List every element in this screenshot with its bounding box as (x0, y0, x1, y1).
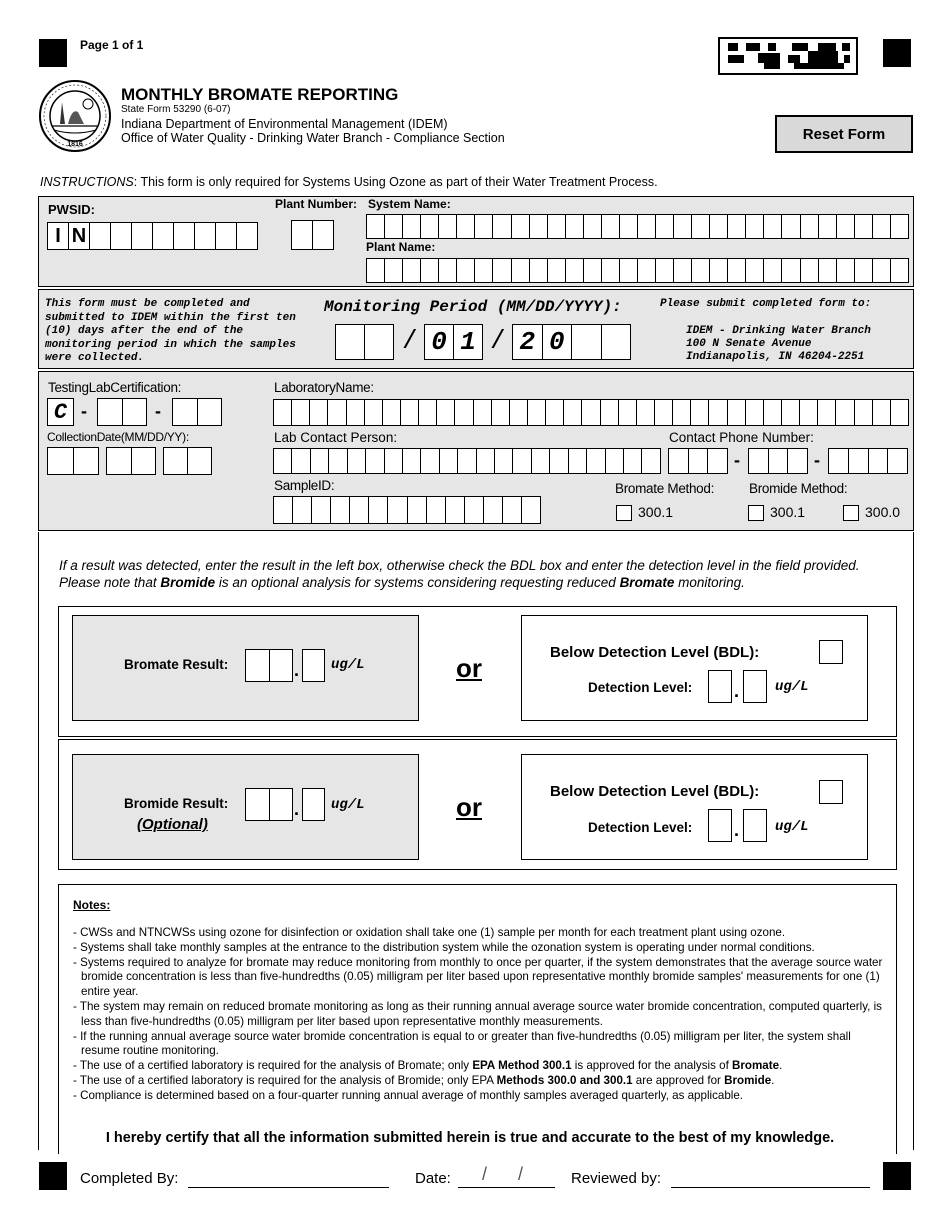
plant-number-label: Plant Number: (275, 197, 358, 211)
deadline-note: This form must be completed and submitted to IDEM within the first ten (10) days after the end of the monitoring period in which the samples were collected. (45, 298, 296, 364)
char-cell[interactable] (274, 449, 292, 473)
char-cell[interactable] (513, 449, 531, 473)
char-cell[interactable] (764, 259, 782, 282)
phone-line-field[interactable] (828, 448, 908, 474)
char-cell[interactable] (492, 400, 510, 425)
char-cell[interactable] (655, 400, 673, 425)
char-cell[interactable] (348, 449, 366, 473)
char-cell[interactable] (528, 400, 546, 425)
char-cell[interactable] (385, 259, 403, 282)
char-cell[interactable] (522, 497, 540, 523)
char-cell[interactable] (419, 400, 437, 425)
char-cell[interactable] (728, 400, 746, 425)
char-cell[interactable] (691, 400, 709, 425)
char-cell[interactable] (421, 259, 439, 282)
char-cell[interactable] (367, 215, 385, 238)
char-cell[interactable] (274, 400, 292, 425)
note-item: - Systems shall take monthly samples at the entrance to the distribution system while the ozonation system is operating under normal conditions. (73, 940, 815, 954)
char-cell[interactable] (566, 215, 584, 238)
period-slash-1: / (402, 326, 418, 356)
reset-form-button[interactable]: Reset Form (775, 115, 913, 153)
bromate-300-1-checkbox[interactable] (616, 505, 632, 521)
bromide-result-label: Bromide Result: (124, 796, 229, 811)
system-name-label: System Name: (368, 197, 451, 211)
bromate-detection-decimal: . (734, 681, 740, 701)
completed-by-field[interactable] (188, 1170, 389, 1188)
cert-dash-1: - (81, 401, 87, 421)
bromide-300-0-label: 300.0 (865, 504, 901, 520)
char-cell[interactable] (584, 259, 602, 282)
lab-cert-prefix[interactable]: C (47, 398, 74, 426)
date-field[interactable] (458, 1166, 555, 1188)
char-cell[interactable] (837, 215, 855, 238)
char-cell[interactable] (638, 259, 656, 282)
char-cell[interactable] (484, 497, 503, 523)
bromate-or: or (456, 653, 482, 683)
corner-marker-bottom-left (39, 1162, 67, 1190)
char-cell[interactable] (782, 215, 800, 238)
bromate-detection-whole[interactable] (708, 670, 732, 703)
char-cell[interactable] (427, 497, 446, 523)
char-cell[interactable] (292, 400, 310, 425)
bromate-result-label: Bromate Result: (124, 657, 229, 672)
char-cell[interactable] (550, 449, 568, 473)
pwsid-field[interactable]: I N (47, 222, 258, 250)
char-cell[interactable] (546, 400, 564, 425)
char-cell[interactable] (855, 259, 873, 282)
char-cell[interactable] (819, 215, 837, 238)
char-cell[interactable] (782, 400, 800, 425)
bromate-bdl-label: Below Detection Level (BDL): (550, 644, 760, 661)
char-cell[interactable] (446, 497, 465, 523)
cert-dash-2: - (155, 401, 161, 421)
char-cell[interactable] (692, 259, 710, 282)
bromide-bdl-checkbox[interactable] (819, 780, 843, 804)
bromide-detection-decimal: . (734, 820, 740, 840)
char-cell[interactable] (637, 400, 655, 425)
char-cell[interactable] (566, 259, 584, 282)
char-cell[interactable] (312, 497, 331, 523)
char-cell[interactable] (530, 215, 548, 238)
state-seal-icon (38, 78, 112, 154)
bromate-result-whole[interactable] (245, 649, 293, 682)
char-cell[interactable] (457, 259, 475, 282)
char-cell[interactable] (891, 215, 908, 238)
sample-id-field[interactable] (273, 496, 541, 524)
note-item: - The use of a certified laboratory is required for the analysis of Bromide; only EPA Methods 300.0 and 300.1 are approved for Bromide. (73, 1073, 775, 1087)
char-cell[interactable] (564, 400, 582, 425)
char-cell[interactable] (674, 259, 692, 282)
note-item: - Compliance is determined based on a four-quarter running annual average of monthly samples averaged quarterly, as applicable. (73, 1088, 744, 1102)
notes-heading: Notes: (73, 898, 111, 912)
char-cell[interactable] (692, 215, 710, 238)
lab-name-label: LaboratoryName: (274, 380, 374, 395)
collection-date-label: CollectionDate(MM/DD/YY): (47, 430, 189, 444)
char-cell[interactable] (891, 259, 908, 282)
char-cell[interactable] (512, 215, 530, 238)
period-day-field[interactable]: 0 1 (424, 324, 483, 360)
bromide-300-1-checkbox[interactable] (748, 505, 764, 521)
note-item: - The use of a certified laboratory is required for the analysis of Bromate; only EPA Method 300.1 is approved for the analysis of Bromate. (73, 1059, 783, 1073)
char-cell[interactable] (385, 449, 403, 473)
phone-area-field[interactable] (668, 448, 728, 474)
char-cell[interactable] (440, 449, 458, 473)
collection-day-field[interactable] (106, 447, 156, 475)
collection-month-field[interactable] (47, 447, 99, 475)
char-cell[interactable] (764, 400, 782, 425)
system-name-field[interactable] (366, 214, 909, 239)
date-slash: / (518, 1164, 524, 1184)
note-item: - Systems required to analyze for bromate may reduce monitoring from monthly to once per quarter, if the system demonstrates that the average source water bromide concentration is less than five-hundredths (0.05) milligram per liter based upon representative monthly bromide samples' measurements for one (1) entire year. (73, 955, 883, 999)
bromide-result-whole[interactable] (245, 788, 293, 821)
char-cell[interactable] (601, 400, 619, 425)
char-cell[interactable] (582, 400, 600, 425)
bromide-bdl-label: Below Detection Level (BDL): (550, 783, 760, 800)
bromate-result-fraction[interactable] (302, 649, 325, 682)
char-cell[interactable] (495, 449, 513, 473)
char-cell[interactable] (493, 215, 511, 238)
results-intro-line-1: If a result was detected, enter the result in the left box, otherwise check the BDL box and enter the detection level in the field provided. (59, 558, 860, 573)
period-year-field[interactable]: 2 0 (512, 324, 631, 360)
char-cell[interactable] (475, 215, 493, 238)
period-month-field[interactable] (335, 324, 394, 360)
char-cell[interactable] (548, 259, 566, 282)
phone-label: Contact Phone Number: (669, 430, 814, 445)
char-cell[interactable] (292, 449, 310, 473)
bromate-detection-fraction[interactable] (743, 670, 767, 703)
char-cell[interactable] (728, 215, 746, 238)
char-cell[interactable] (401, 400, 419, 425)
char-cell[interactable] (656, 215, 674, 238)
char-cell[interactable] (584, 215, 602, 238)
char-cell[interactable] (746, 400, 764, 425)
certification-statement: I hereby certify that all the information submitted herein is true and accurate to the best of my knowledge. (105, 1130, 835, 1146)
lab-contact-field[interactable] (273, 448, 661, 474)
svg-text:1816: 1816 (67, 141, 83, 148)
barcode-icon (718, 37, 858, 75)
bromide-optional-label: (Optional) (137, 816, 208, 833)
char-cell[interactable] (855, 215, 873, 238)
address-line-3: Indianapolis, IN 46204-2251 (686, 351, 865, 363)
lab-cert-part-3[interactable] (172, 398, 222, 426)
date-label: Date: (415, 1170, 451, 1187)
bromate-bdl-checkbox[interactable] (819, 640, 843, 664)
pwsid-label: PWSID: (48, 202, 95, 217)
lab-cert-part-2[interactable] (97, 398, 147, 426)
char-cell[interactable] (437, 400, 455, 425)
char-cell[interactable] (367, 259, 385, 282)
page-number: Page 1 of 1 (80, 38, 144, 52)
plant-name-field[interactable] (366, 258, 909, 283)
char-cell[interactable] (800, 400, 818, 425)
char-cell[interactable] (728, 259, 746, 282)
phone-prefix-field[interactable] (748, 448, 808, 474)
char-cell[interactable] (477, 449, 495, 473)
char-cell[interactable] (674, 215, 692, 238)
char-cell[interactable] (891, 400, 908, 425)
char-cell[interactable] (350, 497, 369, 523)
form-title: MONTHLY BROMATE REPORTING (121, 85, 399, 104)
char-cell[interactable] (638, 215, 656, 238)
bromate-detection-unit: ug/L (775, 679, 809, 695)
corner-marker-bottom-right (883, 1162, 911, 1190)
char-cell[interactable] (510, 400, 528, 425)
address-line-2: 100 N Senate Avenue (686, 338, 812, 350)
instructions: INSTRUCTIONS: This form is only required for Systems Using Ozone as part of their Water Treatment Process. (40, 175, 658, 189)
char-cell[interactable] (274, 497, 293, 523)
notes-list (73, 926, 888, 1104)
char-cell[interactable] (403, 259, 421, 282)
char-cell[interactable] (310, 400, 328, 425)
char-cell[interactable] (619, 400, 637, 425)
bromate-detection-label: Detection Level: (588, 680, 693, 695)
char-cell[interactable] (602, 259, 620, 282)
bromide-bdl-panel (521, 754, 868, 860)
char-cell[interactable] (347, 400, 365, 425)
plant-number-field[interactable] (291, 220, 334, 250)
char-cell[interactable] (819, 259, 837, 282)
char-cell[interactable] (421, 449, 439, 473)
bromate-bdl-panel (521, 615, 868, 721)
char-cell[interactable] (710, 215, 728, 238)
char-cell[interactable] (587, 449, 605, 473)
collection-year-field[interactable] (163, 447, 212, 475)
char-cell[interactable] (782, 259, 800, 282)
lab-name-field[interactable] (273, 399, 909, 426)
bromide-detection-unit: ug/L (775, 819, 809, 835)
char-cell[interactable] (709, 400, 727, 425)
char-cell[interactable] (439, 259, 457, 282)
char-cell[interactable] (369, 497, 388, 523)
char-cell[interactable] (293, 497, 312, 523)
bromide-detection-whole[interactable] (708, 809, 732, 842)
state-form-number: State Form 53290 (6-07) (121, 104, 231, 115)
char-cell[interactable] (746, 259, 764, 282)
char-cell[interactable] (503, 497, 522, 523)
phone-dash-1: - (734, 450, 740, 470)
char-cell[interactable] (873, 259, 891, 282)
plant-name-label: Plant Name: (366, 240, 436, 254)
char-cell[interactable] (602, 215, 620, 238)
char-cell[interactable] (873, 215, 891, 238)
office-name: Office of Water Quality - Drinking Water Branch - Compliance Section (121, 131, 505, 145)
char-cell[interactable] (673, 400, 691, 425)
char-cell[interactable] (642, 449, 659, 473)
bromide-or: or (456, 792, 482, 822)
char-cell[interactable] (458, 449, 476, 473)
period-slash-2: / (490, 326, 506, 356)
char-cell[interactable] (421, 215, 439, 238)
bromide-result-fraction[interactable] (302, 788, 325, 821)
date-slash: / (482, 1164, 488, 1184)
lab-contact-label: Lab Contact Person: (274, 430, 398, 445)
char-cell[interactable] (455, 400, 473, 425)
bromate-result-unit: ug/L (331, 657, 365, 673)
char-cell[interactable] (656, 259, 674, 282)
char-cell[interactable] (388, 497, 407, 523)
char-cell[interactable] (328, 400, 346, 425)
char-cell[interactable] (855, 400, 873, 425)
reviewed-by-field[interactable] (671, 1170, 870, 1188)
char-cell[interactable] (569, 449, 587, 473)
char-cell[interactable] (474, 400, 492, 425)
char-cell[interactable] (493, 259, 511, 282)
char-cell[interactable] (873, 400, 891, 425)
note-item: - If the running annual average source water bromide concentration is equal to or greater than five-hundredths (0.05) milligram per liter, the system shall resume routine monitoring. (73, 1029, 851, 1058)
bromate-decimal: . (294, 660, 300, 680)
char-cell[interactable] (331, 497, 350, 523)
bromate-300-1-label: 300.1 (638, 504, 674, 520)
char-cell[interactable] (746, 215, 764, 238)
bromate-method-label: Bromate Method: (615, 481, 715, 496)
char-cell[interactable] (548, 215, 566, 238)
lab-cert-label: TestingLabCertification: (48, 380, 182, 395)
address-line-1: IDEM - Drinking Water Branch (686, 325, 871, 337)
sample-id-label: SampleID: (274, 478, 335, 493)
char-cell[interactable] (408, 497, 427, 523)
char-cell[interactable] (457, 215, 475, 238)
char-cell[interactable] (403, 215, 421, 238)
bromide-300-0-checkbox[interactable] (843, 505, 859, 521)
char-cell[interactable] (403, 449, 421, 473)
bromide-method-label: Bromide Method: (749, 481, 848, 496)
char-cell[interactable] (311, 449, 329, 473)
char-cell[interactable] (383, 400, 401, 425)
char-cell[interactable] (837, 259, 855, 282)
char-cell[interactable] (624, 449, 642, 473)
char-cell[interactable] (836, 400, 854, 425)
char-cell[interactable] (764, 215, 782, 238)
agency-name: Indiana Department of Environmental Management (IDEM) (121, 117, 448, 131)
char-cell[interactable] (329, 449, 347, 473)
monitoring-period-label: Monitoring Period (MM/DD/YYYY): (324, 298, 622, 316)
char-cell[interactable] (385, 215, 403, 238)
reviewed-by-label: Reviewed by: (571, 1170, 662, 1187)
char-cell[interactable] (366, 449, 384, 473)
bromide-300-1-label: 300.1 (770, 504, 806, 520)
char-cell[interactable] (365, 400, 383, 425)
char-cell[interactable] (620, 259, 638, 282)
char-cell[interactable] (818, 400, 836, 425)
corner-marker-top-left (39, 39, 67, 67)
char-cell[interactable] (606, 449, 624, 473)
char-cell[interactable] (620, 215, 638, 238)
corner-marker-top-right (883, 39, 911, 67)
submit-label: Please submit completed form to: (660, 298, 872, 310)
completed-by-label: Completed By: (80, 1170, 179, 1187)
phone-dash-2: - (814, 450, 820, 470)
bromide-result-unit: ug/L (331, 797, 365, 813)
results-intro-line-2: Please note that Bromide is an optional analysis for systems considering requesting reduced Bromate monitoring. (59, 575, 745, 590)
char-cell[interactable] (530, 259, 548, 282)
bromide-detection-fraction[interactable] (743, 809, 767, 842)
note-item: - CWSs and NTNCWSs using ozone for disinfection or oxidation shall take one (1) sample per month for each treatment plant using ozone. (73, 926, 786, 939)
char-cell[interactable] (512, 259, 530, 282)
bromide-decimal: . (294, 799, 300, 819)
char-cell[interactable] (439, 215, 457, 238)
char-cell[interactable] (465, 497, 484, 523)
char-cell[interactable] (532, 449, 550, 473)
char-cell[interactable] (801, 215, 819, 238)
char-cell[interactable] (475, 259, 493, 282)
char-cell[interactable] (801, 259, 819, 282)
bromide-detection-label: Detection Level: (588, 820, 693, 835)
note-item: - The system may remain on reduced bromate monitoring as long as their running annual average source water bromide concentration, computed quarterly, is less than five-hundredths (0.05) milligram per liter based upon representative monthly measurements. (73, 999, 882, 1028)
char-cell[interactable] (710, 259, 728, 282)
